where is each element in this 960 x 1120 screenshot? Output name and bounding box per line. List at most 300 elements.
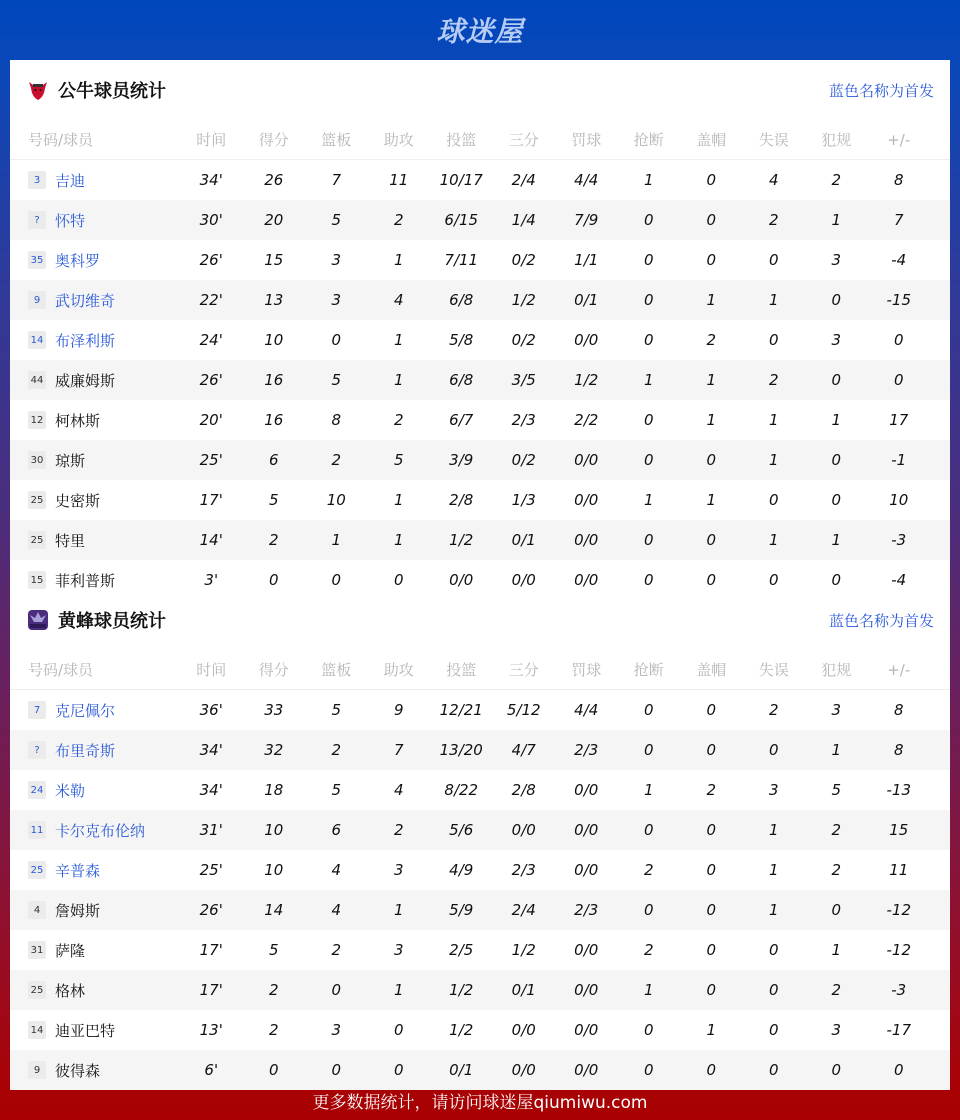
stat-cell: 2 <box>831 821 842 839</box>
stat-cell: 0 <box>706 701 717 719</box>
stat-cell: 5 <box>268 941 279 959</box>
stat-cell: 2 <box>768 701 779 719</box>
stat-cell: 1 <box>768 821 779 839</box>
jersey-number-icon: 7 <box>28 701 46 719</box>
stat-cell: 0 <box>331 1061 342 1079</box>
stat-cell: 20' <box>199 411 223 429</box>
team-card-hornets <box>10 590 950 1080</box>
stat-cell: 25' <box>199 861 223 879</box>
stat-cell: 26 <box>264 171 284 189</box>
stat-cell: 0/1 <box>511 531 536 549</box>
player-cell <box>10 490 180 511</box>
stat-cell: 1 <box>831 211 842 229</box>
player-cell <box>10 940 180 961</box>
stat-cell: 2 <box>831 861 842 879</box>
column-header: 犯规 <box>821 661 852 679</box>
stat-cell: 3' <box>204 571 219 589</box>
stat-cell: 2/8 <box>511 781 536 799</box>
player-name[interactable]: 辛普森 <box>55 861 101 880</box>
stat-cell: 0 <box>706 571 717 589</box>
stat-cell: 1 <box>706 291 717 309</box>
stat-cell: 5/8 <box>449 331 474 349</box>
column-header: 投篮 <box>446 661 477 679</box>
stat-cell: 0/0 <box>574 941 599 959</box>
stat-cell: 0 <box>643 821 654 839</box>
stat-cell: 10 <box>264 821 284 839</box>
stat-cell: 1 <box>706 411 717 429</box>
player-name[interactable]: 卡尔克布伦纳 <box>55 821 146 840</box>
stat-cell: 0/0 <box>574 781 599 799</box>
stat-cell: 0/0 <box>511 1021 536 1039</box>
stat-cell: 0 <box>831 371 842 389</box>
stat-cell: 2 <box>768 371 779 389</box>
stat-cell: 0 <box>268 1061 279 1079</box>
stat-cell: 5 <box>331 701 342 719</box>
column-header: +/- <box>887 130 911 149</box>
player-row[interactable] <box>10 730 950 770</box>
stat-cell: 5 <box>831 781 842 799</box>
stat-cell: 12/21 <box>439 701 483 719</box>
stat-cell: 3 <box>393 861 404 879</box>
stat-cell: 14' <box>199 531 223 549</box>
stat-cell: 1 <box>393 371 404 389</box>
stat-cell: 31' <box>199 821 223 839</box>
stat-cell: 3 <box>831 251 842 269</box>
column-header: 助攻 <box>383 661 414 679</box>
stat-cell: 2 <box>831 171 842 189</box>
player-row[interactable] <box>10 970 950 1010</box>
stat-cell: 2 <box>393 821 404 839</box>
player-cell <box>10 450 180 471</box>
stat-cell: 0/0 <box>574 571 599 589</box>
player-row[interactable] <box>10 440 950 480</box>
player-name[interactable]: 米勒 <box>55 781 86 800</box>
stat-cell: 10 <box>264 861 284 879</box>
player-name[interactable]: 詹姆斯 <box>55 901 101 920</box>
stat-cell: 0 <box>893 1061 904 1079</box>
stat-cell: 2 <box>331 941 342 959</box>
stat-cell: 1 <box>768 531 779 549</box>
stat-cell: 0/0 <box>574 531 599 549</box>
player-row[interactable] <box>10 810 950 850</box>
stat-cell: 0 <box>706 901 717 919</box>
jersey-number-icon: 11 <box>28 821 46 839</box>
stat-cell: 1/2 <box>574 371 599 389</box>
stat-cell: 13 <box>264 291 284 309</box>
stat-cell: 0 <box>643 1061 654 1079</box>
player-name[interactable]: 琼斯 <box>55 451 86 470</box>
stat-cell: 7 <box>393 741 404 759</box>
stat-cell: 1 <box>768 291 779 309</box>
stat-cell: -15 <box>886 291 911 309</box>
stat-cell: 0 <box>331 331 342 349</box>
column-header: 篮板 <box>321 661 352 679</box>
stat-cell: 1/2 <box>511 291 536 309</box>
bulls-logo-icon <box>26 78 50 102</box>
stat-cell: 30' <box>199 211 223 229</box>
stat-cell: 8 <box>893 741 904 759</box>
stat-cell: 0 <box>768 941 779 959</box>
player-cell <box>10 1060 180 1081</box>
stat-cell: 13/20 <box>439 741 483 759</box>
stat-cell: 1 <box>768 861 779 879</box>
player-name[interactable]: 武切维奇 <box>55 291 116 310</box>
stat-cell: 2 <box>268 981 279 999</box>
stat-cell: 0/0 <box>574 1021 599 1039</box>
player-row[interactable] <box>10 890 950 930</box>
column-header: 犯规 <box>821 131 852 149</box>
stat-cell: 1/2 <box>449 531 474 549</box>
player-cell <box>10 290 180 311</box>
stat-cell: 0 <box>393 1061 404 1079</box>
stat-cell: 3 <box>331 1021 342 1039</box>
player-row[interactable] <box>10 520 950 560</box>
player-cell <box>10 570 180 591</box>
stat-cell: 2 <box>706 331 717 349</box>
stat-cell: -4 <box>891 251 907 269</box>
stat-cell: 33 <box>264 701 284 719</box>
jersey-number-icon: 9 <box>28 291 46 309</box>
column-header: 号码/球员 <box>28 661 94 679</box>
jersey-number-icon: 4 <box>28 901 46 919</box>
stat-cell: 1 <box>393 901 404 919</box>
stat-cell: 0 <box>831 901 842 919</box>
stat-cell: 0/0 <box>511 1061 536 1079</box>
stat-cell: 0/0 <box>574 451 599 469</box>
stat-cell: 0/2 <box>511 251 536 269</box>
stat-cell: 1/4 <box>511 211 536 229</box>
stat-cell: 24' <box>199 331 223 349</box>
stat-cell: 0 <box>706 211 717 229</box>
stat-cell: 0 <box>643 531 654 549</box>
player-row[interactable] <box>10 200 950 240</box>
player-row[interactable] <box>10 320 950 360</box>
stat-cell: 2 <box>268 531 279 549</box>
player-name[interactable]: 格林 <box>55 981 86 1000</box>
stat-cell: 1 <box>643 491 654 509</box>
player-row[interactable] <box>10 770 950 810</box>
stat-cell: 0 <box>643 571 654 589</box>
player-row[interactable] <box>10 930 950 970</box>
team-card-bulls <box>10 60 950 590</box>
stat-cell: 0/0 <box>574 981 599 999</box>
stat-cell: 0/1 <box>574 291 599 309</box>
stat-cell: 1 <box>643 981 654 999</box>
column-header: +/- <box>887 660 911 679</box>
stat-cell: 6 <box>268 451 279 469</box>
stat-cell: 11 <box>889 861 909 879</box>
stat-cell: 4 <box>331 861 342 879</box>
stat-cell: 0 <box>768 251 779 269</box>
stat-cell: 0/0 <box>511 571 536 589</box>
stat-cell: 0 <box>643 251 654 269</box>
stat-cell: 2/3 <box>511 411 536 429</box>
player-name[interactable]: 威廉姆斯 <box>55 371 116 390</box>
stat-cell: 1/3 <box>511 491 536 509</box>
stat-cell: 0 <box>393 571 404 589</box>
player-row[interactable] <box>10 850 950 890</box>
player-cell <box>10 860 180 881</box>
stat-cell: 0/2 <box>511 331 536 349</box>
stat-cell: 17 <box>889 411 909 429</box>
stat-cell: 1 <box>831 741 842 759</box>
stat-cell: 0/0 <box>449 571 474 589</box>
stat-cell: 11 <box>389 171 409 189</box>
team-title: 公牛球员统计 <box>58 81 166 102</box>
stat-cell: 1 <box>643 371 654 389</box>
player-cell <box>10 330 180 351</box>
stat-cell: 0/0 <box>574 331 599 349</box>
player-name[interactable]: 彼得森 <box>55 1061 101 1080</box>
stat-cell: 3 <box>393 941 404 959</box>
stat-cell: 0 <box>768 1021 779 1039</box>
stat-cell: 1 <box>393 251 404 269</box>
stat-cell: 1 <box>643 171 654 189</box>
card-header <box>10 590 950 650</box>
stat-cell: 2 <box>393 411 404 429</box>
player-name[interactable]: 布泽利斯 <box>55 331 116 350</box>
stat-cell: 4 <box>393 781 404 799</box>
stat-cell: 18 <box>264 781 284 799</box>
column-header: 得分 <box>258 131 289 149</box>
stat-cell: 2/3 <box>511 861 536 879</box>
player-name[interactable]: 史密斯 <box>55 491 101 510</box>
stat-cell: 2 <box>643 861 654 879</box>
player-name[interactable]: 特里 <box>55 531 86 550</box>
stat-cell: 5/9 <box>449 901 474 919</box>
stat-cell: 6/8 <box>449 371 474 389</box>
player-row[interactable] <box>10 240 950 280</box>
stat-cell: 0 <box>768 571 779 589</box>
stat-cell: 2/5 <box>449 941 474 959</box>
player-name[interactable]: 吉迪 <box>55 171 86 190</box>
column-header: 三分 <box>508 131 539 149</box>
player-cell <box>10 1020 180 1041</box>
stat-cell: 8 <box>331 411 342 429</box>
stat-cell: 3 <box>831 1021 842 1039</box>
jersey-number-icon: 44 <box>28 371 46 389</box>
stat-cell: 2 <box>768 211 779 229</box>
stat-cell: 3 <box>831 701 842 719</box>
stat-cell: 2 <box>331 741 342 759</box>
column-header: 盖帽 <box>696 661 727 679</box>
stat-cell: 0 <box>643 211 654 229</box>
stat-cell: 0 <box>643 331 654 349</box>
stat-cell: 15 <box>889 821 909 839</box>
jersey-number-icon: 15 <box>28 571 46 589</box>
player-row[interactable] <box>10 480 950 520</box>
stat-cell: 2/4 <box>511 901 536 919</box>
player-cell <box>10 820 180 841</box>
stat-cell: 0 <box>706 741 717 759</box>
stat-cell: 0 <box>706 821 717 839</box>
stat-cell: 0 <box>706 451 717 469</box>
stat-cell: 2 <box>706 781 717 799</box>
stat-cell: 8 <box>893 701 904 719</box>
stat-cell: 34' <box>199 171 223 189</box>
stat-cell: 0 <box>768 1061 779 1079</box>
jersey-number-icon: 25 <box>28 491 46 509</box>
player-row[interactable] <box>10 160 950 200</box>
stat-cell: -3 <box>891 531 907 549</box>
player-row[interactable] <box>10 360 950 400</box>
stat-cell: 0 <box>706 531 717 549</box>
player-name[interactable]: 布里奇斯 <box>55 741 116 760</box>
stat-cell: 9 <box>393 701 404 719</box>
stat-cell: 4 <box>393 291 404 309</box>
stat-cell: 2/8 <box>449 491 474 509</box>
brand-logo: 球迷屋 <box>436 15 524 48</box>
stat-cell: 22' <box>199 291 223 309</box>
stat-cell: 6/15 <box>444 211 479 229</box>
team-title: 黄蜂球员统计 <box>58 611 166 632</box>
stat-cell: 1 <box>393 491 404 509</box>
player-row[interactable] <box>10 690 950 730</box>
player-row[interactable] <box>10 1010 950 1050</box>
stat-cell: 5 <box>393 451 404 469</box>
stat-cell: 26' <box>199 901 223 919</box>
stat-cell: 0 <box>706 1061 717 1079</box>
stat-cell: 0/0 <box>574 1061 599 1079</box>
column-header: 抢断 <box>633 661 664 679</box>
stat-cell: 26' <box>199 251 223 269</box>
player-row[interactable] <box>10 400 950 440</box>
stat-cell: 0 <box>706 861 717 879</box>
stat-cell: 1 <box>831 531 842 549</box>
jersey-number-icon: 14 <box>28 1021 46 1039</box>
stat-cell: 4/4 <box>574 171 599 189</box>
stat-cell: 0 <box>831 571 842 589</box>
stat-cell: 3 <box>768 781 779 799</box>
stat-cell: 2/2 <box>574 411 599 429</box>
stat-cell: 0 <box>706 981 717 999</box>
stat-cell: 1 <box>706 491 717 509</box>
stat-cell: 4/9 <box>449 861 474 879</box>
column-header: 失误 <box>758 661 789 679</box>
stat-cell: 0 <box>893 331 904 349</box>
stat-cell: 6' <box>204 1061 219 1079</box>
stat-cell: 0 <box>643 451 654 469</box>
stat-cell: -3 <box>891 981 907 999</box>
column-header: 失误 <box>758 131 789 149</box>
stat-cell: 6/7 <box>449 411 474 429</box>
stat-cell: -13 <box>886 781 911 799</box>
column-header: 号码/球员 <box>28 131 94 149</box>
jersey-number-icon: 25 <box>28 861 46 879</box>
column-header: 篮板 <box>321 131 352 149</box>
player-cell <box>10 700 180 721</box>
stat-cell: 4 <box>768 171 779 189</box>
stat-cell: 0 <box>768 331 779 349</box>
stat-cell: 1 <box>768 451 779 469</box>
stat-cell: 3 <box>831 331 842 349</box>
stat-cell: 0 <box>831 1061 842 1079</box>
player-cell <box>10 900 180 921</box>
stat-cell: 1 <box>831 941 842 959</box>
jersey-number-icon: 9 <box>28 1061 46 1079</box>
jersey-number-icon: 14 <box>28 331 46 349</box>
stat-cell: 1 <box>706 371 717 389</box>
stat-cell: 7/9 <box>574 211 599 229</box>
stat-cell: 0 <box>706 171 717 189</box>
stat-cell: 7 <box>331 171 342 189</box>
jersey-number-icon: 35 <box>28 251 46 269</box>
player-name[interactable]: 菲利普斯 <box>55 571 116 590</box>
top-bar <box>0 0 960 60</box>
stat-cell: 7 <box>893 211 904 229</box>
stat-cell: 0/0 <box>574 861 599 879</box>
stat-cell: 5/12 <box>506 701 541 719</box>
column-header: 罚球 <box>571 661 602 679</box>
hornets-logo-icon <box>26 608 50 632</box>
stat-cell: 0 <box>768 741 779 759</box>
stat-cell: 10 <box>264 331 284 349</box>
stat-cell: 0 <box>331 571 342 589</box>
player-row[interactable] <box>10 280 950 320</box>
stat-cell: 0 <box>831 291 842 309</box>
stat-cell: 0/0 <box>574 821 599 839</box>
stat-cell: 0 <box>706 941 717 959</box>
jersey-number-icon: 24 <box>28 781 46 799</box>
jersey-number-icon: ? <box>28 211 46 229</box>
stat-cell: 14 <box>264 901 284 919</box>
column-header: 三分 <box>508 661 539 679</box>
player-name[interactable]: 怀特 <box>55 211 86 230</box>
stat-cell: 0 <box>643 901 654 919</box>
stat-cell: 2 <box>643 941 654 959</box>
stat-cell: 0/0 <box>574 491 599 509</box>
stat-cell: 17' <box>199 491 223 509</box>
stat-cell: 5/6 <box>449 821 474 839</box>
player-cell <box>10 530 180 551</box>
player-name[interactable]: 迪亚巴特 <box>55 1021 116 1040</box>
jersey-number-icon: 30 <box>28 451 46 469</box>
stat-cell: 20 <box>264 211 284 229</box>
stat-cell: 3/9 <box>449 451 474 469</box>
player-cell <box>10 780 180 801</box>
stat-cell: -17 <box>886 1021 911 1039</box>
column-header: 得分 <box>258 661 289 679</box>
stat-cell: 2/4 <box>511 171 536 189</box>
player-name[interactable]: 奥科罗 <box>55 251 101 270</box>
player-name[interactable]: 柯林斯 <box>55 411 101 430</box>
stat-cell: 1 <box>331 531 342 549</box>
stat-cell: 0/2 <box>511 451 536 469</box>
stat-cell: 6 <box>331 821 342 839</box>
stat-cell: 1 <box>768 901 779 919</box>
stat-cell: 0 <box>643 1021 654 1039</box>
stat-cell: 34' <box>199 741 223 759</box>
player-name[interactable]: 萨隆 <box>55 941 86 960</box>
stat-cell: 0 <box>643 701 654 719</box>
column-header: 时间 <box>196 661 227 679</box>
stat-cell: 3 <box>331 291 342 309</box>
stat-cell: 32 <box>264 741 284 759</box>
footer-banner[interactable]: 更多数据统计，请访问球迷屋qiumiwu.com <box>312 1092 648 1113</box>
stat-cell: 8 <box>893 171 904 189</box>
stat-cell: 0 <box>768 981 779 999</box>
stat-cell: 26' <box>199 371 223 389</box>
stat-cell: 2 <box>331 451 342 469</box>
player-cell <box>10 210 180 231</box>
stat-cell: 0/0 <box>511 821 536 839</box>
stat-cell: 8/22 <box>444 781 479 799</box>
player-name[interactable]: 克尼佩尔 <box>55 701 116 720</box>
stat-cell: 0 <box>331 981 342 999</box>
table-header <box>10 120 950 160</box>
player-cell <box>10 980 180 1001</box>
stat-cell: 2 <box>268 1021 279 1039</box>
